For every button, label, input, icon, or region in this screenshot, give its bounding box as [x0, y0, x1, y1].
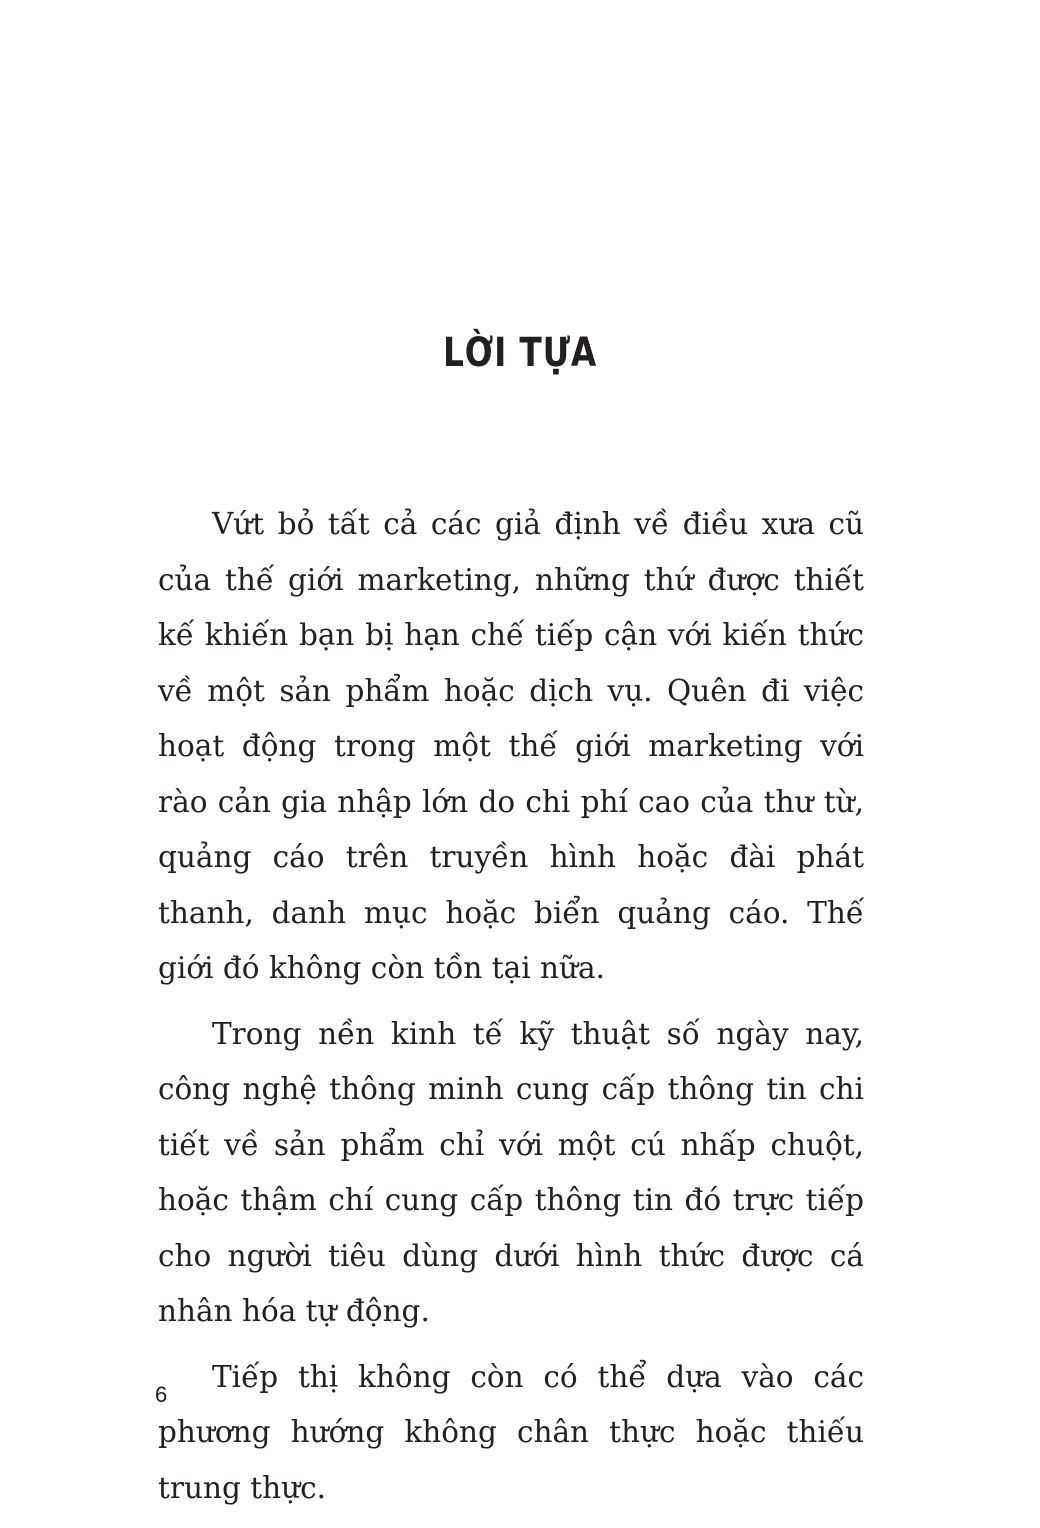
page-number: 6 [155, 1382, 168, 1407]
paragraph-2: Trong nền kinh tế kỹ thuật số ngày nay, công nghệ thông minh cung cấp thông tin chi tiết về sản phẩm chỉ với một cú nhấp chuột, hoặc thậm chí cung cấp thông tin đó trực tiếp cho người tiêu dùng dưới hình thức được cá nhân hóa tự động. [158, 1016, 864, 1328]
paragraph-1: Vứt bỏ tất cả các giả định về điều xưa cũ của thế giới marketing, những thứ được thiết kế khiến bạn bị hạn chế tiếp cận với kiến thức về một sản phẩm hoặc dịch vụ. Quên đi việc hoạt động trong một thế giới marketing với rào cản gia nhập lớn do chi phí cao của thư từ, quảng cáo trên truyền hình hoặc đài phát thanh, danh mục hoặc biển quảng cáo. Thế giới đó không còn tồn tại nữa. [158, 507, 864, 985]
body-text [158, 497, 864, 1526]
paragraph-3: Tiếp thị không còn có thể dựa vào các phương hướng không chân thực hoặc thiếu trung thực. [158, 1359, 864, 1505]
page-title: LỜI TỰA [442, 330, 598, 376]
